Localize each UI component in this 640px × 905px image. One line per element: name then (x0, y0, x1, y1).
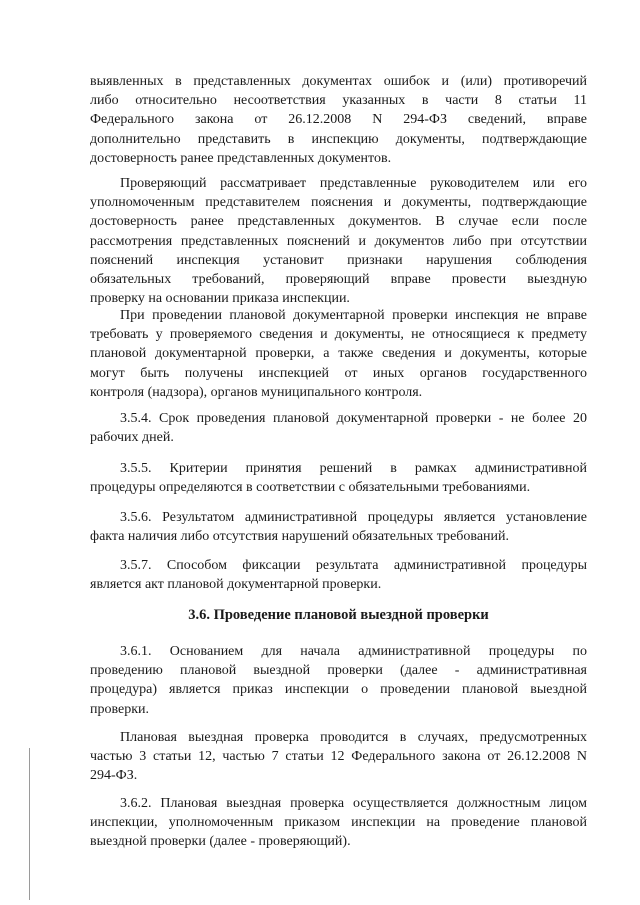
text-line: требовать у проверяемого сведения и документы, не относящиеся к предмету (90, 327, 587, 343)
text-line: проверки. (90, 701, 150, 717)
text-line: 3.5.5. Критерии принятия решений в рамках административной (120, 461, 587, 476)
text-line: 294-ФЗ. (90, 768, 138, 784)
paragraph (90, 306, 587, 402)
text-line: 3.6.1. Основанием для начала административной процедуры по (120, 644, 587, 659)
paragraph (90, 794, 587, 852)
text-line: выявленных в представленных документах ошибок и (или) противоречий (90, 74, 587, 89)
text-line: является акт плановой документарной проверки. (90, 577, 382, 593)
text-line: процедуры определяются в соответствии с обязательными требованиями. (90, 480, 531, 496)
text-line: достоверность ранее представленных документов. В случае если после (90, 214, 587, 230)
text-line: рабочих дней. (90, 430, 174, 446)
text-line: факта наличия либо отсутствия нарушений обязательных требований. (90, 529, 510, 545)
paragraph (90, 642, 587, 719)
text-line: частью 3 статьи 12, частью 7 статьи 12 Федерального закона от 26.12.2008 N (90, 749, 587, 765)
text-line: обязательных требований, проверяющий вправе провести выездную (90, 271, 587, 287)
text-line: дополнительно представить в инспекцию документы, подтверждающие (90, 131, 587, 147)
paragraph (90, 459, 587, 497)
text-line: инспекции, уполномоченным приказом инспекции на проведение плановой (90, 815, 587, 831)
text-line: Проверяющий рассматривает представленные руководителем или его (120, 176, 587, 191)
text-line: выездной проверки (далее - проверяющий). (90, 834, 351, 850)
text-line: 3.5.7. Способом фиксации результата административной процедуры (120, 558, 587, 573)
paragraph (90, 728, 587, 786)
text-line: пояснений инспекция установит признаки нарушения соблюдения (90, 252, 587, 268)
text-line: контроля (надзора), органов муниципального контроля. (90, 384, 423, 400)
text-line: либо относительно несоответствия указанных в части 8 статьи 11 (90, 93, 587, 109)
text-line: могут быть получены инспекцией от иных органов государственного (90, 365, 587, 381)
text-line: 3.6.2. Плановая выездная проверка осуществляется должностным лицом (120, 796, 587, 811)
text-line: Плановая выездная проверка проводится в случаях, предусмотренных (120, 730, 587, 745)
text-line: уполномоченным представителем пояснения и документы, подтверждающие (90, 195, 587, 211)
section-heading: 3.6. Проведение плановой выездной проверки (188, 607, 489, 623)
text-line: процедура) является приказ инспекции о проведении плановой выездной (90, 682, 587, 698)
text-line: Федерального закона от 26.12.2008 N 294-ФЗ сведений, вправе (90, 112, 587, 128)
paragraph (90, 556, 587, 594)
text-line: При проведении плановой документарной проверки инспекция не вправе (120, 308, 587, 323)
text-line: проверку на основании приказа инспекции. (90, 291, 350, 307)
text-line: 3.5.6. Результатом административной процедуры является установление (120, 510, 587, 525)
paragraph (90, 409, 587, 447)
paragraph (90, 72, 587, 168)
text-line: 3.5.4. Срок проведения плановой документарной проверки - не более 20 (120, 411, 587, 426)
text-line: плановой документарной проверки, а также сведения и документы, которые (90, 346, 587, 362)
text-line: проведению плановой выездной проверки (далее - административная (90, 663, 587, 679)
paragraph (90, 174, 587, 308)
left-margin-rule (29, 748, 30, 900)
text-line: достоверность ранее представленных документов. (90, 150, 392, 166)
paragraph (90, 508, 587, 546)
text-line: рассмотрения представленных пояснений и документов либо при отсутствии (90, 233, 587, 249)
